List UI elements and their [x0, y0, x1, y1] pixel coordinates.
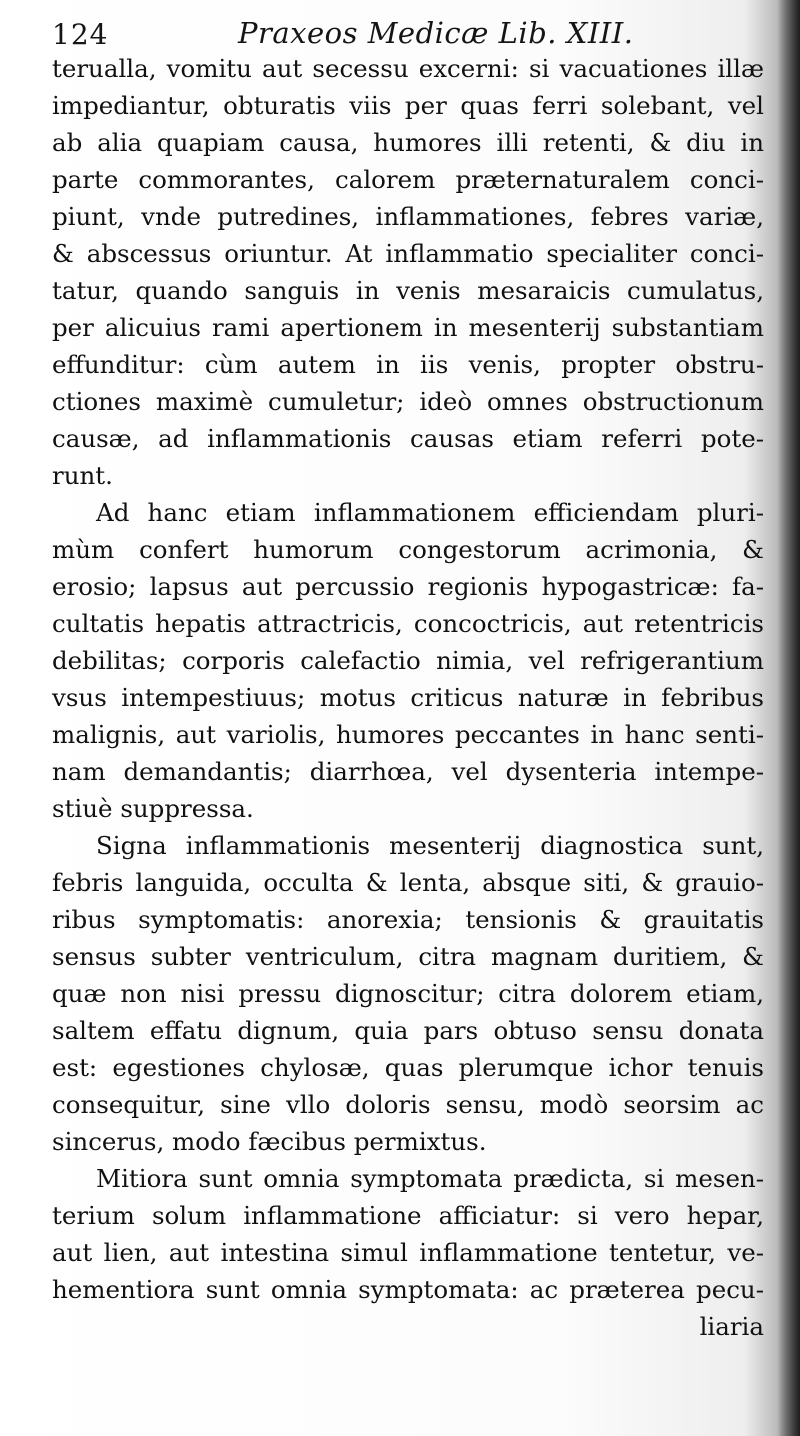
- text-line: hementiora sunt omnia symptomata: ac præterea pecu-: [52, 1275, 764, 1304]
- text-line: ctiones maximè cumuletur; ideò omnes obstructionum: [52, 387, 764, 416]
- page-number: 124: [52, 18, 109, 51]
- text-line: Ad hanc etiam inflammationem efficiendam pluri-: [96, 498, 764, 527]
- text-line: quæ non nisi pressu dignoscitur; citra dolorem etiam,: [52, 979, 764, 1008]
- page-gutter-shadow: [778, 0, 800, 1436]
- text-line: sincerus, modo fæcibus permixtus.: [52, 1127, 487, 1156]
- text-line: debilitas; corporis calefactio nimia, vel refrigerantium: [52, 646, 764, 675]
- text-line: aut lien, aut intestina simul inflammatione tentetur, ve-: [52, 1238, 764, 1267]
- text-line: piunt, vnde putredines, inflammationes, febres variæ,: [52, 202, 764, 231]
- paragraph: [52, 1160, 764, 1308]
- text-line: Mitiora sunt omnia symptomata prædicta, si mesen-: [96, 1164, 764, 1193]
- running-title: Praxeos Medicæ Lib. XIII.: [238, 16, 634, 50]
- text-line: ab alia quapiam causa, humores illi retenti, & diu in: [52, 128, 764, 157]
- text-line: effunditur: cùm autem in iis venis, propter obstru-: [52, 350, 764, 379]
- text-line: consequitur, sine vllo doloris sensu, modò seorsim ac: [52, 1090, 764, 1119]
- paragraph: [52, 827, 764, 1160]
- text-line: mùm confert humorum congestorum acrimonia, &: [52, 535, 764, 564]
- text-line: nam demandantis; diarrhœa, vel dysenteria intempe-: [52, 757, 764, 786]
- text-line: causæ, ad inflammationis causas etiam referri pote-: [52, 424, 764, 453]
- text-line: vsus intempestiuus; motus criticus naturæ in febribus: [52, 683, 764, 712]
- text-line: sensus subter ventriculum, citra magnam duritiem, &: [52, 942, 764, 971]
- text-line: parte commorantes, calorem præternaturalem conci-: [52, 165, 764, 194]
- text-line: terualla, vomitu aut secessu excerni: si vacuationes illæ: [52, 54, 764, 83]
- text-line: est: egestiones chylosæ, quas plerumque ichor tenuis: [52, 1053, 764, 1082]
- paragraph: [52, 494, 764, 827]
- text-line: runt.: [52, 461, 113, 490]
- text-line: cultatis hepatis attractricis, concoctricis, aut retentricis: [52, 609, 764, 638]
- catchword: liaria: [699, 1312, 764, 1341]
- text-line: terium solum inflammatione afficiatur: si vero hepar,: [52, 1201, 764, 1230]
- text-line: impediantur, obturatis viis per quas ferri solebant, vel: [52, 91, 764, 120]
- text-line: saltem effatu dignum, quia pars obtuso sensu donata: [52, 1016, 764, 1045]
- text-line: stiuè suppressa.: [52, 794, 254, 823]
- text-line: erosio; lapsus aut percussio regionis hypogastricæ: fa-: [52, 572, 764, 601]
- text-line: per alicuius rami apertionem in mesenterij substantiam: [52, 313, 764, 342]
- text-line: ribus symptomatis: anorexia; tensionis & grauitatis: [52, 905, 764, 934]
- text-line: febris languida, occulta & lenta, absque siti, & grauio-: [52, 868, 764, 897]
- text-line: Signa inflammationis mesenterij diagnostica sunt,: [96, 831, 764, 860]
- text-line: malignis, aut variolis, humores peccantes in hanc senti-: [52, 720, 764, 749]
- page-header: [52, 14, 752, 54]
- text-line: & abscessus oriuntur. At inflammatio specialiter conci-: [52, 239, 764, 268]
- body-text: [52, 50, 764, 1345]
- text-line: tatur, quando sanguis in venis mesaraicis cumulatus,: [52, 276, 764, 305]
- paragraph: [52, 50, 764, 494]
